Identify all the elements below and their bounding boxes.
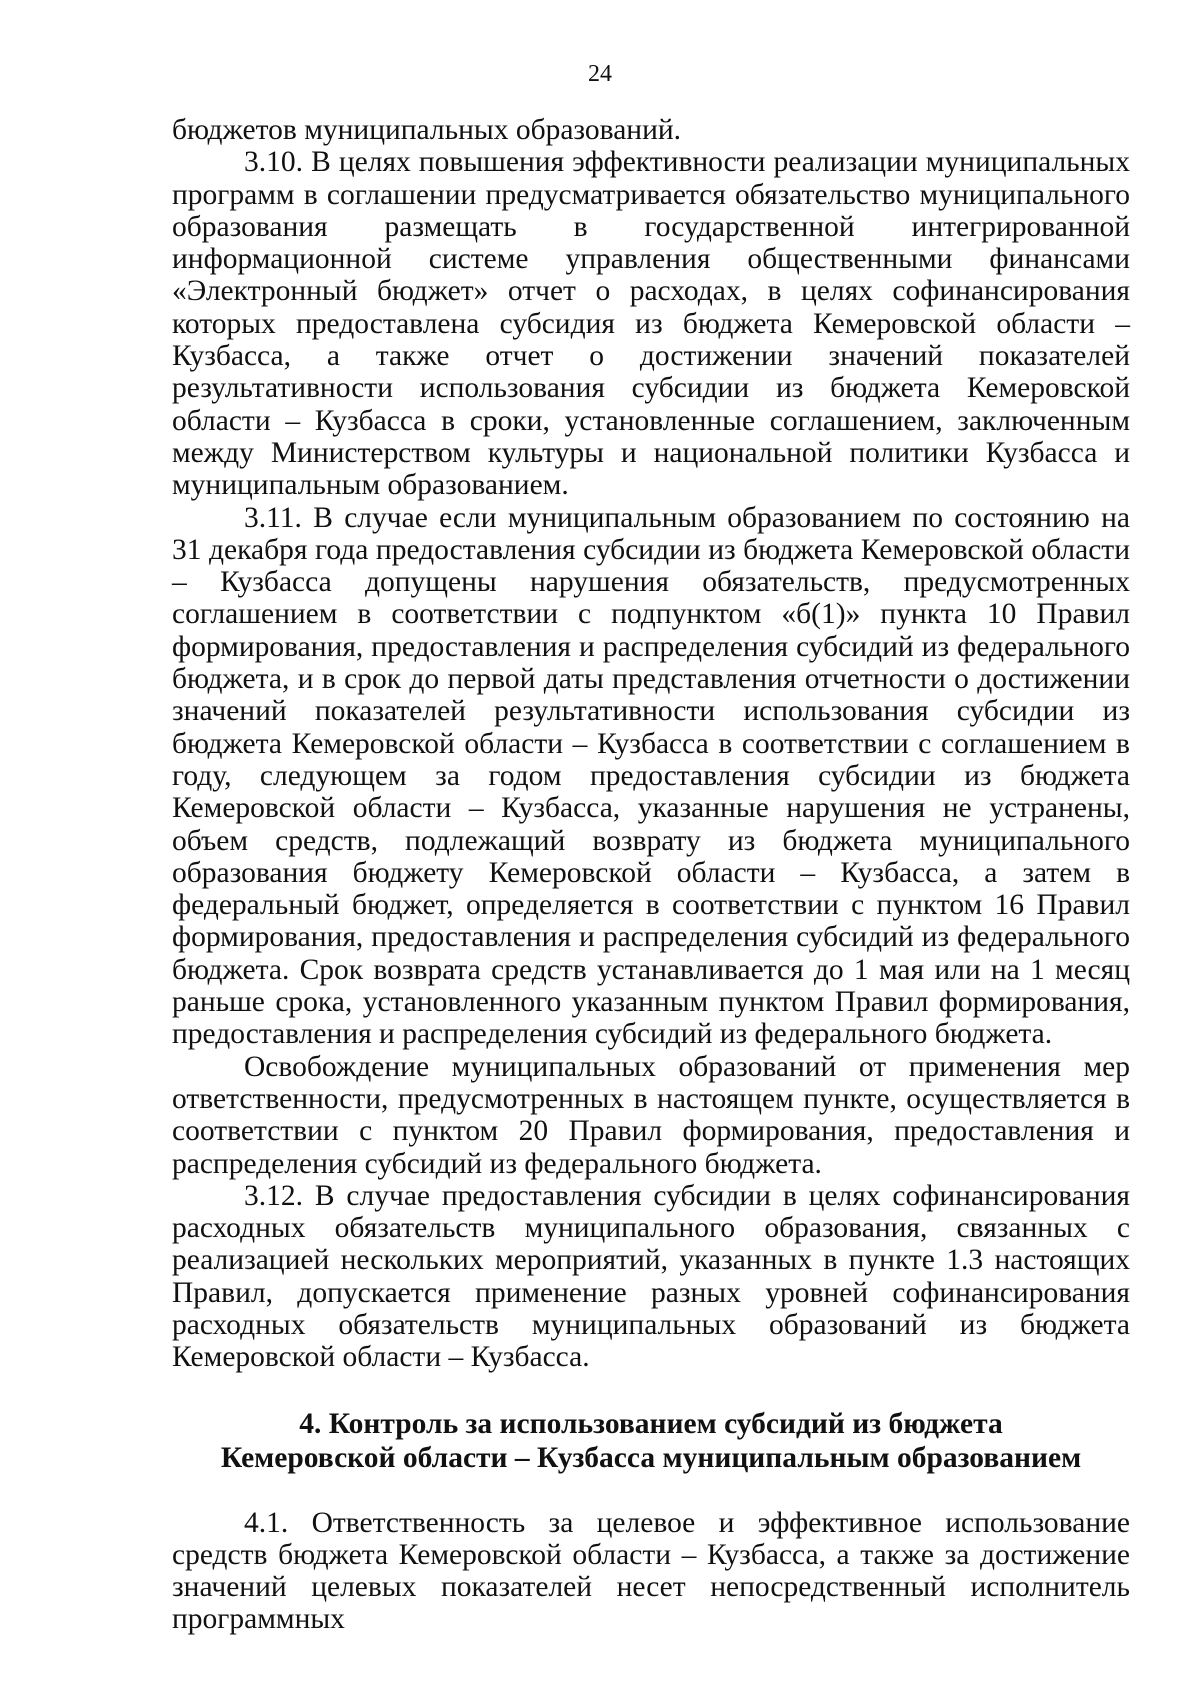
paragraph-exemption: Освобождение муниципальных образований от применения мер ответственности, предусмотренных в настоящем пункте, осуществляется в соответствии с пунктом 20 Правил формирования, предоставления и распределения субсидий из федерального бюджета.	[172, 1050, 1130, 1180]
paragraph-4-1: 4.1. Ответственность за целевое и эффективное использование средств бюджета Кемеровской области – Кузбасса, а также за достижение значений целевых показателей несет непосредственный исполнитель программных	[172, 1506, 1130, 1636]
paragraph-3-11: 3.11. В случае если муниципальным образованием по состоянию на 31 декабря года предоставления субсидии из бюджета Кемеровской области – Кузбасса допущены нарушения обязательств, предусмотренных соглашением в соответствии с подпунктом «б(1)» пункта 10 Правил формирования, предоставления и распределения субсидий из федерального бюджета, и в срок до первой даты представления отчетности о достижении значений показателей результативности использования субсидии из бюджета Кемеровской области – Кузбасса в соответствии с соглашением в году, следующем за годом предоставления субсидии из бюджета Кемеровской области – Кузбасса, указанные нарушения не устранены, объем средств, подлежащий возврату из бюджета муниципального образования бюджету Кемеровской области – Кузбасса, а затем в федеральный бюджет, определяется в соответствии с пунктом 16 Правил формирования, предоставления и распределения субсидий из федерального бюджета. Срок возврата средств устанавливается до 1 мая или на 1 месяц раньше срока, установленного указанным пунктом Правил формирования, предоставления и распределения субсидий из федерального бюджета.	[172, 501, 1130, 1051]
document-body	[172, 114, 1130, 1636]
paragraph-3-10: 3.10. В целях повышения эффективности реализации муниципальных программ в соглашении предусматривается обязательство муниципального образования размещать в государственной интегрированной информационной системе управления общественными финансами «Электронный бюджет» отчет о расходах, в целях софинансирования которых предоставлена субсидия из бюджета Кемеровской области – Кузбасса, а также отчет о достижении значений показателей результативности использования субсидии из бюджета Кемеровской области – Кузбасса в сроки, установленные соглашением, заключенным между Министерством культуры и национальной политики Кузбасса и муниципальным образованием.	[172, 146, 1130, 502]
paragraph-3-12: 3.12. В случае предоставления субсидии в целях софинансирования расходных обязательств муниципального образования, связанных с реализацией нескольких мероприятий, указанных в пункте 1.3 настоящих Правил, допускается применение разных уровней софинансирования расходных обязательств муниципальных образований из бюджета Кемеровской области – Кузбасса.	[172, 1179, 1130, 1374]
section-heading-line-2: Кемеровской области – Кузбасса муниципальным образованием	[220, 1441, 1082, 1474]
section-heading	[172, 1407, 1130, 1475]
section-heading-line-1: 4. Контроль за использованием субсидий из бюджета	[299, 1407, 1003, 1440]
page-number: 24	[588, 61, 612, 87]
paragraph-continuation: бюджетов муниципальных образований.	[172, 114, 682, 146]
